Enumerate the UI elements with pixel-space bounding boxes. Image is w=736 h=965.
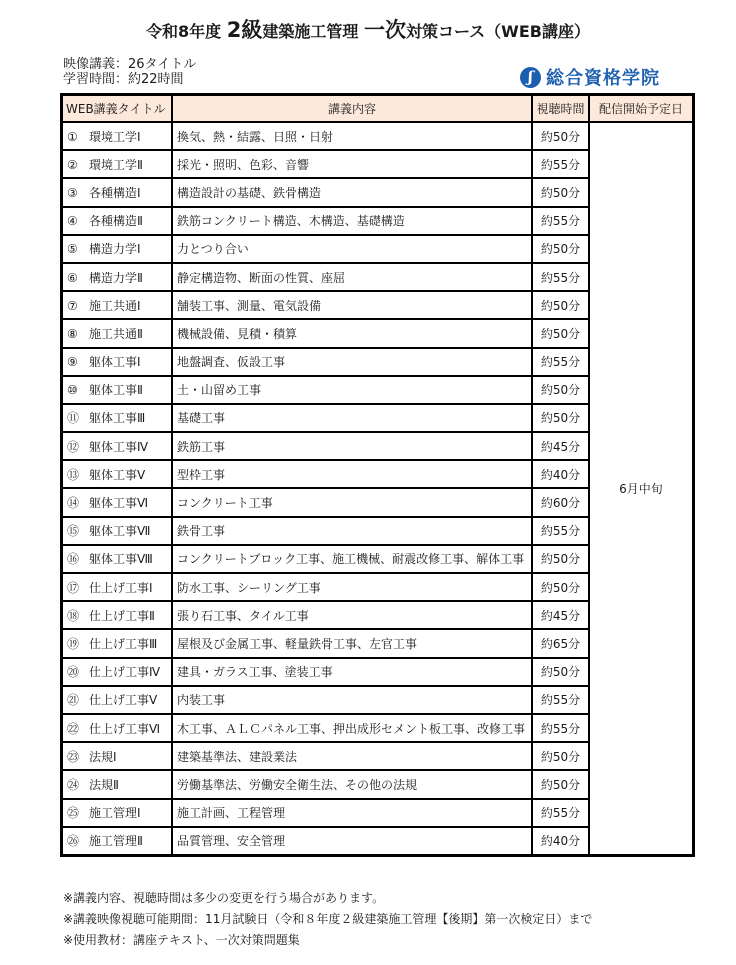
video-lecture-count: 映像講義：26タイトル — [63, 57, 197, 72]
lecture-time: 約50分 — [532, 319, 589, 347]
lecture-content: 力とつり合い — [172, 235, 532, 263]
lecture-title-cell — [62, 404, 173, 432]
lecture-number: ⑤ — [67, 242, 78, 257]
lecture-content: 内装工事 — [172, 686, 532, 714]
lecture-title: 各種構造Ⅱ — [89, 214, 143, 229]
lecture-time: 約50分 — [532, 545, 589, 573]
logo — [520, 64, 660, 90]
lecture-content: 採光・照明、色彩、音響 — [172, 150, 532, 178]
lecture-content: 労働基準法、労働安全衛生法、その他の法規 — [172, 770, 532, 798]
lecture-title: 法規Ⅱ — [89, 777, 119, 792]
lecture-title-cell — [62, 658, 173, 686]
lecture-time: 約45分 — [532, 601, 589, 629]
title-year: 令和8年度 — [146, 22, 227, 41]
lecture-content: 木工事、ＡＬＣパネル工事、押出成形セメント板工事、改修工事 — [172, 714, 532, 742]
lecture-title: 躯体工事Ⅶ — [89, 524, 151, 539]
lecture-number: ㉔ — [67, 777, 80, 792]
lecture-number: ⑮ — [67, 524, 80, 539]
lecture-title: 躯体工事Ⅷ — [89, 552, 153, 567]
lecture-content: コンクリート工事 — [172, 488, 532, 516]
lecture-title-cell — [62, 517, 173, 545]
notes — [63, 888, 592, 951]
lecture-title-cell — [62, 432, 173, 460]
lecture-number: ㉓ — [67, 749, 80, 764]
lecture-number: ⑳ — [67, 665, 80, 680]
lecture-time: 約50分 — [532, 404, 589, 432]
lecture-time: 約55分 — [532, 799, 589, 827]
header-time: 視聴時間 — [532, 95, 589, 123]
lecture-content: 静定構造物、断面の性質、座屈 — [172, 263, 532, 291]
lecture-title-cell — [62, 291, 173, 319]
lecture-title: 躯体工事Ⅲ — [89, 411, 146, 426]
logo-text: 総合資格学院 — [546, 68, 660, 89]
header-title: WEB講義タイトル — [62, 95, 173, 123]
lecture-title: 施工管理Ⅱ — [89, 834, 143, 849]
lecture-content: 鉄骨工事 — [172, 517, 532, 545]
lecture-content: 舗装工事、測量、電気設備 — [172, 291, 532, 319]
lecture-title: 施工共通Ⅱ — [89, 326, 143, 341]
lecture-time: 約55分 — [532, 714, 589, 742]
lecture-number: ④ — [67, 214, 78, 229]
logo-mark-icon: ʃ — [520, 67, 541, 88]
lecture-title-cell — [62, 601, 173, 629]
lecture-title-cell — [62, 799, 173, 827]
lecture-content: 土・山留め工事 — [172, 376, 532, 404]
lecture-content: 張り石工事、タイル工事 — [172, 601, 532, 629]
lecture-number: ⑪ — [67, 411, 80, 426]
lecture-time: 約40分 — [532, 460, 589, 488]
lecture-time: 約60分 — [532, 488, 589, 516]
lecture-content: 鉄筋コンクリート構造、木構造、基礎構造 — [172, 207, 532, 235]
lecture-title: 仕上げ工事Ⅵ — [89, 721, 161, 736]
title-stage: 一次 — [363, 18, 406, 42]
lecture-title-cell — [62, 376, 173, 404]
lecture-title: 仕上げ工事Ⅱ — [89, 608, 155, 623]
lecture-number: ⑭ — [67, 496, 80, 511]
lecture-number: ⑫ — [67, 439, 80, 454]
lecture-time: 約40分 — [532, 827, 589, 856]
lecture-content: 建築基準法、建設業法 — [172, 742, 532, 770]
lecture-title: 施工共通Ⅰ — [89, 298, 141, 313]
lecture-time: 約50分 — [532, 376, 589, 404]
lecture-title: 躯体工事Ⅱ — [89, 383, 143, 398]
lecture-content: 構造設計の基礎、鉄骨構造 — [172, 178, 532, 206]
lecture-time: 約45分 — [532, 432, 589, 460]
lecture-title: 仕上げ工事Ⅲ — [89, 636, 158, 651]
table-row — [62, 122, 694, 150]
lecture-content: 型枠工事 — [172, 460, 532, 488]
lecture-time: 約50分 — [532, 291, 589, 319]
lecture-content: 屋根及び金属工事、軽量鉄骨工事、左官工事 — [172, 629, 532, 657]
lecture-time: 約50分 — [532, 178, 589, 206]
lecture-content: 建具・ガラス工事、塗装工事 — [172, 658, 532, 686]
lecture-time: 約55分 — [532, 348, 589, 376]
lecture-title: 躯体工事Ⅳ — [89, 439, 149, 454]
lecture-table — [60, 93, 695, 857]
lecture-content: 地盤調査、仮設工事 — [172, 348, 532, 376]
lecture-title-cell — [62, 235, 173, 263]
study-hours: 学習時間：約22時間 — [63, 72, 184, 87]
lecture-number: ⑧ — [67, 326, 78, 341]
lecture-time: 約50分 — [532, 658, 589, 686]
lecture-title-cell — [62, 460, 173, 488]
lecture-title-cell — [62, 545, 173, 573]
lecture-title: 躯体工事Ⅵ — [89, 496, 149, 511]
lecture-title: 環境工学Ⅱ — [89, 157, 143, 172]
lecture-content: 換気、熱・結露、日照・日射 — [172, 122, 532, 150]
lecture-title-cell — [62, 178, 173, 206]
header-start-date: 配信開始予定日 — [589, 95, 694, 123]
page-title — [0, 14, 736, 44]
lecture-title: 環境工学Ⅰ — [89, 129, 141, 144]
lecture-title-cell — [62, 742, 173, 770]
lecture-title-cell — [62, 263, 173, 291]
lecture-title-cell — [62, 714, 173, 742]
lecture-time: 約55分 — [532, 517, 589, 545]
lecture-number: ⑱ — [67, 608, 80, 623]
lecture-time: 約50分 — [532, 122, 589, 150]
lecture-number: ㉑ — [67, 693, 80, 708]
lecture-title-cell — [62, 319, 173, 347]
lecture-title: 法規Ⅰ — [89, 749, 117, 764]
lecture-title: 仕上げ工事Ⅰ — [89, 580, 153, 595]
lecture-title: 施工管理Ⅰ — [89, 806, 141, 821]
lecture-number: ⑩ — [67, 383, 78, 398]
lecture-title: 躯体工事Ⅴ — [89, 467, 146, 482]
lecture-title: 仕上げ工事Ⅴ — [89, 693, 158, 708]
lecture-title: 躯体工事Ⅰ — [89, 355, 141, 370]
lecture-title-cell — [62, 770, 173, 798]
lecture-number: ② — [67, 157, 78, 172]
title-grade: 2級 — [226, 18, 263, 42]
lecture-time: 約50分 — [532, 770, 589, 798]
lecture-number: ⑥ — [67, 270, 78, 285]
lecture-time: 約55分 — [532, 150, 589, 178]
lecture-content: 施工計画、工程管理 — [172, 799, 532, 827]
lecture-number: ⑰ — [67, 580, 80, 595]
header-content: 講義内容 — [172, 95, 532, 123]
note-item: ※使用教材：講座テキスト、一次対策問題集 — [63, 933, 300, 947]
course-info — [63, 57, 196, 87]
lecture-title-cell — [62, 827, 173, 856]
lecture-number: ⑦ — [67, 298, 78, 313]
lecture-number: ⑨ — [67, 355, 78, 370]
note-item: ※講義内容、視聴時間は多少の変更を行う場合があります。 — [63, 891, 385, 905]
lecture-number: ③ — [67, 185, 78, 200]
lecture-title-cell — [62, 150, 173, 178]
lecture-number: ⑯ — [67, 552, 80, 567]
lecture-content: コンクリートブロック工事、施工機械、耐震改修工事、解体工事 — [172, 545, 532, 573]
lecture-number: ㉕ — [67, 806, 80, 821]
lecture-title-cell — [62, 686, 173, 714]
lecture-content: 品質管理、安全管理 — [172, 827, 532, 856]
lecture-title-cell — [62, 348, 173, 376]
note-item: ※講義映像視聴可能期間：11月試験日（令和８年度２級建築施工管理【後期】第一次検定日）まで — [63, 912, 593, 926]
lecture-title-cell — [62, 122, 173, 150]
lecture-number: ㉒ — [67, 721, 80, 736]
lecture-title: 各種構造Ⅰ — [89, 185, 141, 200]
title-subject: 建築施工管理 — [262, 22, 364, 41]
lecture-time: 約50分 — [532, 235, 589, 263]
lecture-number: ① — [67, 129, 78, 144]
lecture-time: 約55分 — [532, 207, 589, 235]
start-date: 6月中旬 — [589, 122, 694, 855]
lecture-title: 構造力学Ⅰ — [89, 242, 141, 257]
lecture-content: 基礎工事 — [172, 404, 532, 432]
lecture-number: ⑬ — [67, 467, 80, 482]
lecture-number: ㉖ — [67, 834, 80, 849]
lecture-content: 鉄筋工事 — [172, 432, 532, 460]
lecture-title-cell — [62, 573, 173, 601]
title-course: 対策コース（WEB講座） — [405, 22, 590, 41]
lecture-time: 約65分 — [532, 629, 589, 657]
lecture-time: 約50分 — [532, 742, 589, 770]
lecture-time: 約50分 — [532, 573, 589, 601]
lecture-title: 仕上げ工事Ⅳ — [89, 665, 161, 680]
lecture-content: 機械設備、見積・積算 — [172, 319, 532, 347]
lecture-time: 約55分 — [532, 263, 589, 291]
table-header-row — [62, 95, 694, 123]
lecture-content: 防水工事、シーリング工事 — [172, 573, 532, 601]
lecture-number: ⑲ — [67, 636, 80, 651]
lecture-time: 約55分 — [532, 686, 589, 714]
lecture-title: 構造力学Ⅱ — [89, 270, 143, 285]
lecture-title-cell — [62, 629, 173, 657]
lecture-title-cell — [62, 488, 173, 516]
lecture-title-cell — [62, 207, 173, 235]
